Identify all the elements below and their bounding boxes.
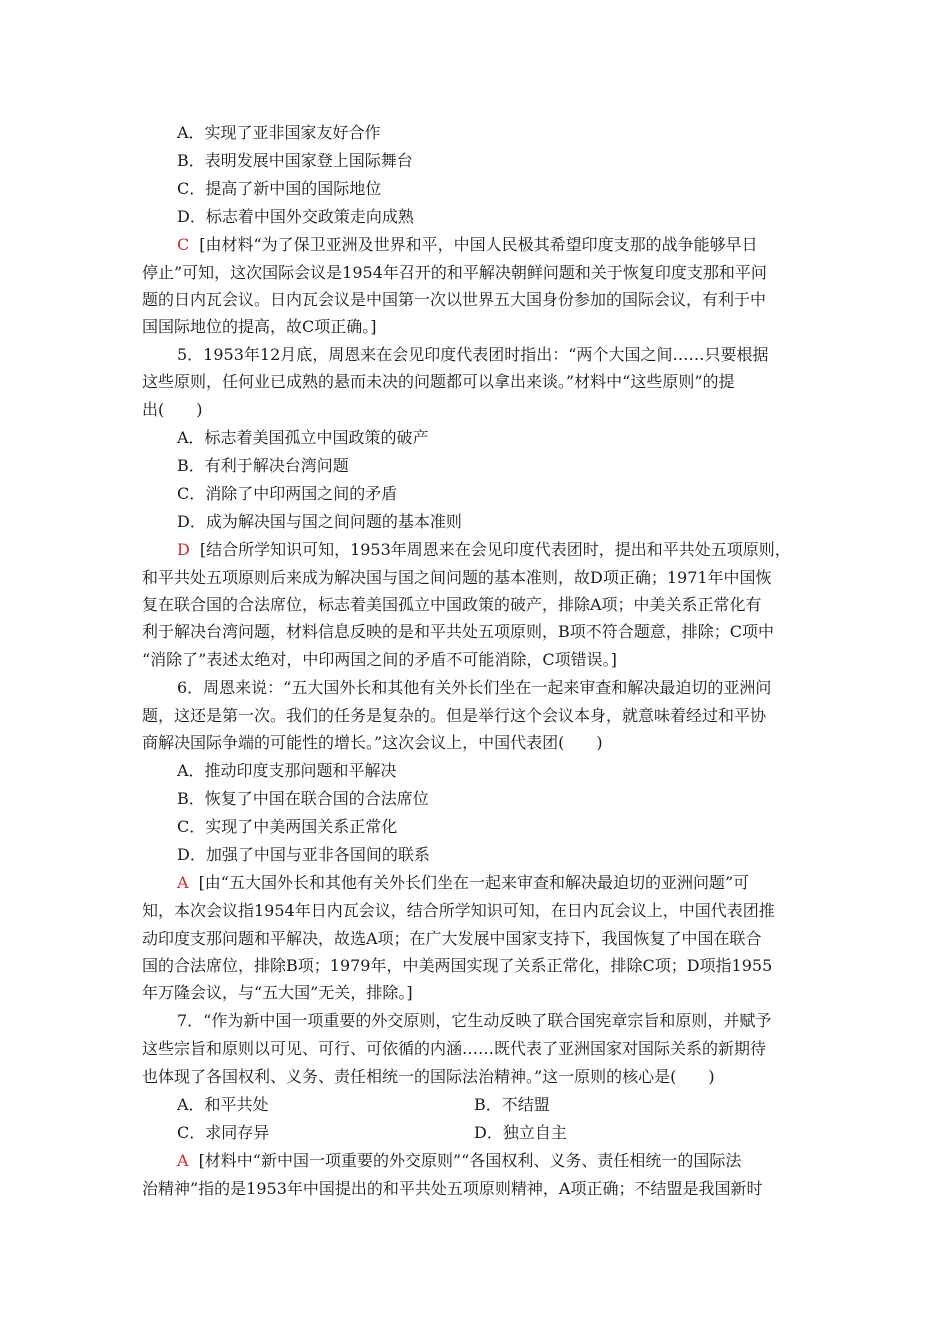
q6-option-d: D．加强了中国与亚非各国间的联系: [177, 845, 430, 864]
q4-explanation-line: [177, 234, 758, 256]
q7-explanation-text: [材料中“新中国一项重要的外交原则”“各国权利、义务、责任相统一的国际法: [198, 1151, 742, 1170]
q4-answer-letter: C: [177, 235, 190, 254]
q6-option-c: C．实现了中美两国关系正常化: [177, 817, 398, 836]
q6-explanation-line: [177, 872, 749, 894]
q4-option-c: C．提高了新中国的国际地位: [177, 179, 382, 198]
q6-option-a: A．推动印度支那问题和平解决: [177, 761, 397, 780]
q5-explanation-text: [结合所学知识可知，1953年周恩来在会见印度代表团时，提出和平共处五项原则，: [199, 540, 791, 559]
q5-stem-line: 出( ): [142, 400, 203, 419]
q5-explanation-line: 和平共处五项原则后来成为解决国与国之间问题的基本准则，故D项正确；1971年中国恢: [142, 568, 772, 587]
q7-answer-letter: A: [177, 1151, 189, 1170]
q4-explanation-line: 国国际地位的提高，故C项正确。]: [142, 317, 377, 336]
q6-stem-line: 6．周恩来说：“五大国外长和其他有关外长们坐在一起来审查和解决最迫切的亚洲问: [177, 678, 772, 697]
q4-explanation-text: [由材料“为了保卫亚洲及世界和平，中国人民极其希望印度支那的战争能够早日: [199, 235, 758, 254]
q6-explanation-line: 国的合法席位，排除B项；1979年，中美两国实现了关系正常化，排除C项；D项指1955: [142, 956, 773, 975]
q5-option-a: A．标志着美国孤立中国政策的破产: [177, 428, 429, 447]
q4-explanation-line: 题的日内瓦会议。日内瓦会议是中国第一次以世界五大国身份参加的国际会议，有利于中: [142, 290, 767, 309]
q7-explanation-line: [177, 1150, 741, 1172]
q7-stem-line: 这些宗旨和原则以可见、可行、可依循的内涵……既代表了亚洲国家对国际关系的新期待: [142, 1039, 767, 1058]
q5-explanation-line: “消除了”表述太绝对，中印两国之间的矛盾不可能消除，C项错误。]: [142, 650, 617, 669]
q7-option-a: A．和平共处: [177, 1095, 269, 1114]
q7-stem-line: 7．“作为新中国一项重要的外交原则，它生动反映了联合国宪章宗旨和原则，并赋予: [177, 1011, 772, 1030]
q4-explanation-line: 停止”可知，这次国际会议是1954年召开的和平解决朝鲜问题和关于恢复印度支那和平问: [142, 263, 767, 282]
q5-option-b: B．有利于解决台湾问题: [177, 456, 349, 475]
q7-option-c: C．求同存异: [177, 1123, 270, 1142]
q6-explanation-text: [由“五大国外长和其他有关外长们坐在一起来审查和解决最迫切的亚洲问题”可: [198, 873, 750, 892]
q6-stem-line: 商解决国际争端的可能性的增长。”这次会议上，中国代表团( ): [142, 733, 603, 752]
q6-option-b: B．恢复了中国在联合国的合法席位: [177, 789, 429, 808]
q6-explanation-line: 年万隆会议，与“五大国”无关，排除。]: [142, 983, 413, 1002]
q7-explanation-line: 治精神”指的是1953年中国提出的和平共处五项原则精神，A项正确；不结盟是我国新时: [142, 1179, 763, 1198]
q5-option-d: D．成为解决国与国之间问题的基本准则: [177, 512, 462, 531]
q6-explanation-line: 动印度支那问题和平解决，故选A项；在广大发展中国家支持下，我国恢复了中国在联合: [142, 929, 762, 948]
q5-answer-letter: D: [177, 540, 190, 559]
q5-stem-line: 5．1953年12月底，周恩来在会见印度代表团时指出：“两个大国之间……只要根据: [177, 345, 769, 364]
q4-option-d: D．标志着中国外交政策走向成熟: [177, 207, 414, 226]
q5-explanation-line: 利于解决台湾问题，材料信息反映的是和平共处五项原则，B项不符合题意，排除；C项中: [142, 622, 775, 641]
q6-answer-letter: A: [177, 873, 189, 892]
q7-option-b: B．不结盟: [474, 1095, 550, 1114]
q4-option-b: B．表明发展中国家登上国际舞台: [177, 151, 413, 170]
q5-explanation-line: 复在联合国的合法席位，标志着美国孤立中国政策的破产，排除A项；中美关系正常化有: [142, 595, 762, 614]
q4-option-a: A．实现了亚非国家友好合作: [177, 123, 381, 142]
q7-stem-line: 也体现了各国权利、义务、责任相统一的国际法治精神。”这一原则的核心是( ): [142, 1067, 715, 1086]
q6-stem-line: 题，这还是第一次。我们的任务是复杂的。但是举行这个会议本身，就意味着经过和平协: [142, 706, 767, 725]
q5-explanation-line: [177, 539, 791, 561]
q6-explanation-line: 知，本次会议指1954年日内瓦会议，结合所学知识可知，在日内瓦会议上，中国代表团推: [142, 901, 775, 920]
q5-option-c: C．消除了中印两国之间的矛盾: [177, 484, 398, 503]
q5-stem-line: 这些原则，任何业已成熟的悬而未决的问题都可以拿出来谈。”材料中“这些原则”的提: [142, 372, 735, 391]
q7-option-d: D．独立自主: [474, 1123, 567, 1142]
